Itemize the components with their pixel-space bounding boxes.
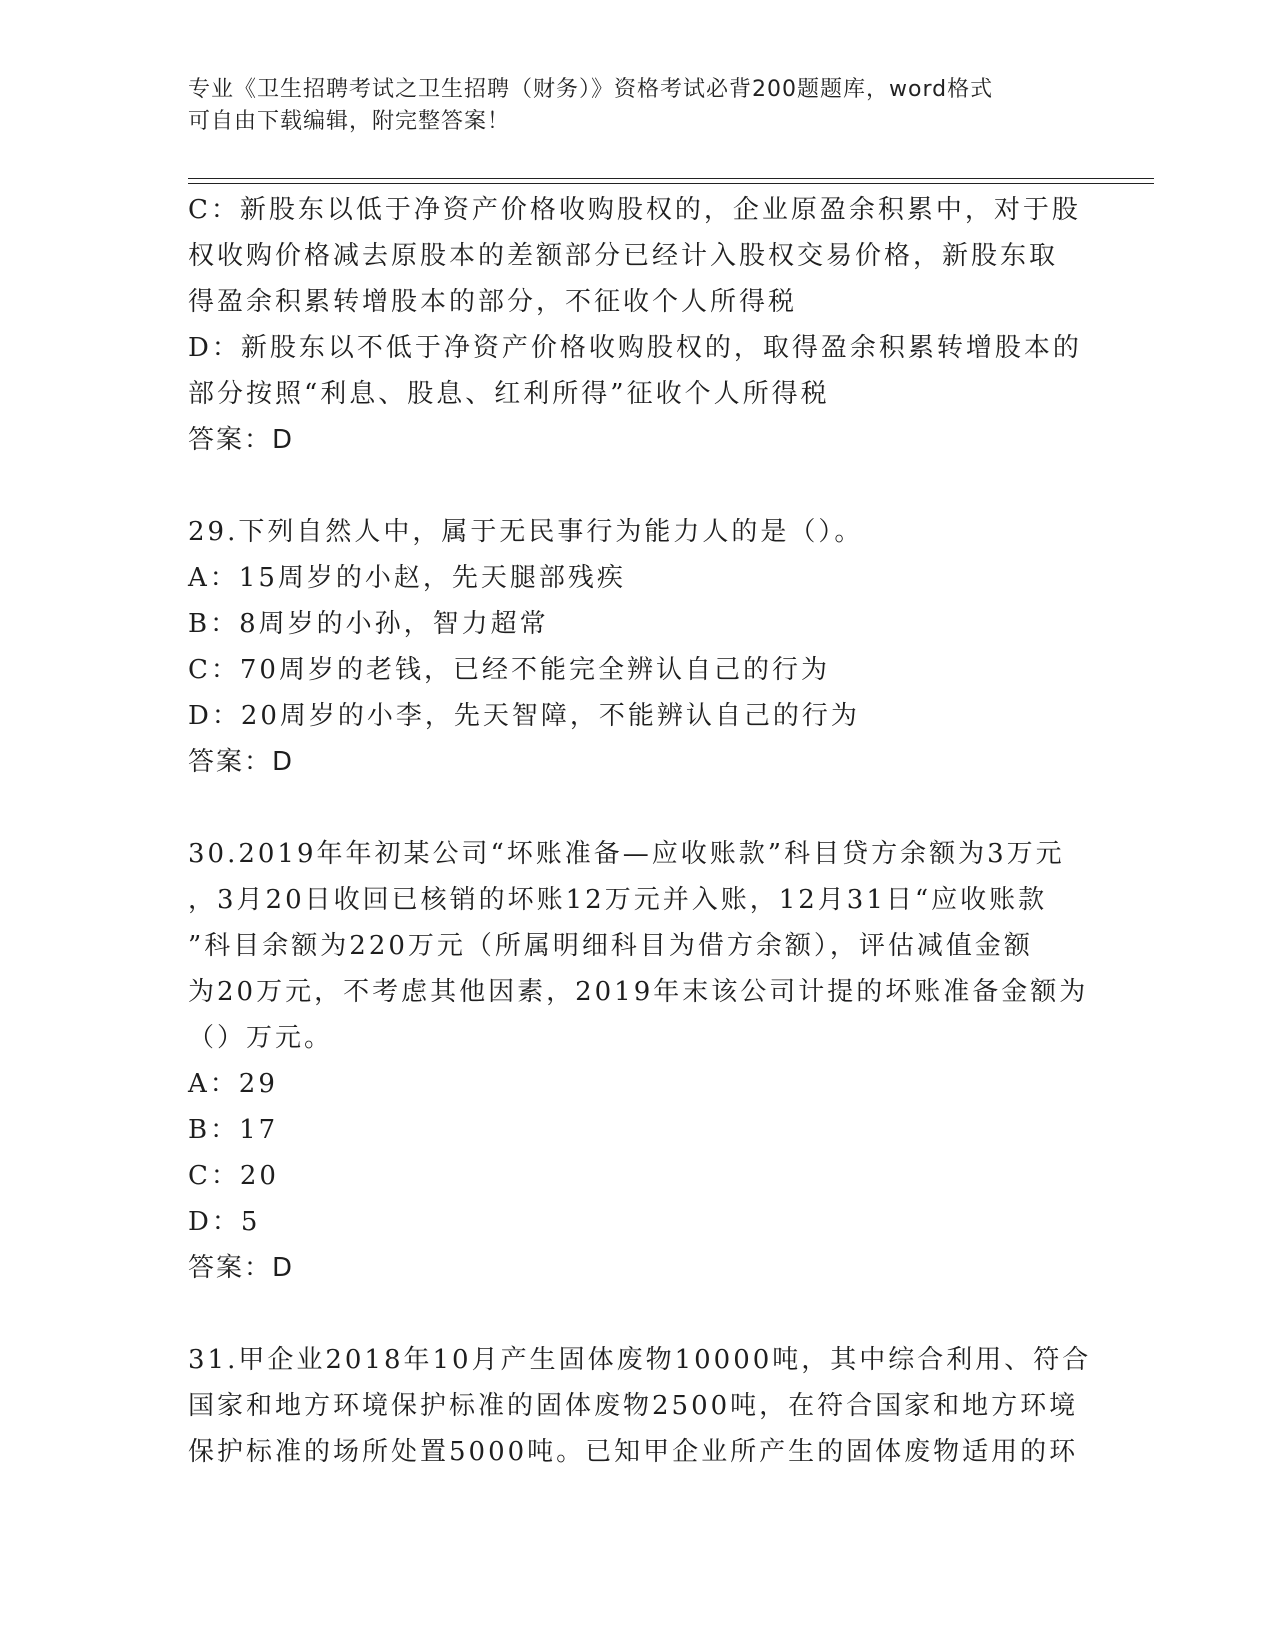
header-title-line-1: 专业《卫生招聘考试之卫生招聘（财务）》资格考试必背200题题库，word格式 <box>188 77 994 102</box>
question-block <box>188 187 1088 463</box>
header-title-line-2: 可自由下载编辑，附完整答案！ <box>188 109 511 134</box>
option-b: B：8周岁的小孙，智力超常 <box>188 609 549 639</box>
question-block <box>188 1337 1092 1475</box>
option-text-line: 权收购价格减去原股本的差额部分已经计入股权交易价格，新股东取 <box>188 241 1059 271</box>
question-stem: ”科目余额为220万元（所属明细科目为借方余额），评估减值金额 <box>188 931 1033 961</box>
option-c: C：20 <box>188 1161 279 1191</box>
block-spacer <box>188 785 1088 831</box>
option-c: C：70周岁的老钱，已经不能完全辨认自己的行为 <box>188 655 830 685</box>
option-d: D：20周岁的小李，先天智障，不能辨认自己的行为 <box>188 701 860 731</box>
option-d: D：5 <box>188 1207 261 1237</box>
document-body <box>188 187 1092 1475</box>
answer-line: 答案：D <box>188 425 295 455</box>
answer-line: 答案：D <box>188 1253 295 1283</box>
option-a: A：15周岁的小赵，先天腿部残疾 <box>188 563 626 593</box>
question-stem: 31.甲企业2018年10月产生固体废物10000吨，其中综合利用、符合 <box>188 1345 1092 1375</box>
option-b: B：17 <box>188 1115 279 1145</box>
question-block <box>188 831 1088 1291</box>
document-header <box>188 74 1068 138</box>
question-stem: 为20万元，不考虑其他因素，2019年末该公司计提的坏账准备金额为 <box>188 977 1089 1007</box>
question-stem: 30.2019年年初某公司“坏账准备—应收账款”科目贷方余额为3万元 <box>188 839 1065 869</box>
question-stem: （）万元。 <box>188 1023 334 1053</box>
block-spacer <box>188 463 1088 509</box>
header-divider-top <box>188 178 1154 179</box>
question-stem: 保护标准的场所处置5000吨。已知甲企业所产生的固体废物适用的环 <box>188 1437 1079 1467</box>
question-block <box>188 509 1088 785</box>
answer-line: 答案：D <box>188 747 295 777</box>
header-divider-bottom <box>188 183 1154 184</box>
option-text-line: C：新股东以低于净资产价格收购股权的，企业原盈余积累中，对于股 <box>188 195 1081 225</box>
option-text-line: 部分按照“利息、股息、红利所得”征收个人所得税 <box>188 379 830 409</box>
question-stem: ，3月20日收回已核销的坏账12万元并入账，12月31日“应收账款 <box>188 885 1048 915</box>
option-a: A：29 <box>188 1069 278 1099</box>
question-stem: 29.下列自然人中，属于无民事行为能力人的是（）。 <box>188 517 864 547</box>
block-spacer <box>188 1291 1088 1337</box>
question-stem: 国家和地方环境保护标准的固体废物2500吨，在符合国家和地方环境 <box>188 1391 1079 1421</box>
option-text-line: 得盈余积累转增股本的部分，不征收个人所得税 <box>188 287 798 317</box>
option-text-line: D：新股东以不低于净资产价格收购股权的，取得盈余积累转增股本的 <box>188 333 1082 363</box>
